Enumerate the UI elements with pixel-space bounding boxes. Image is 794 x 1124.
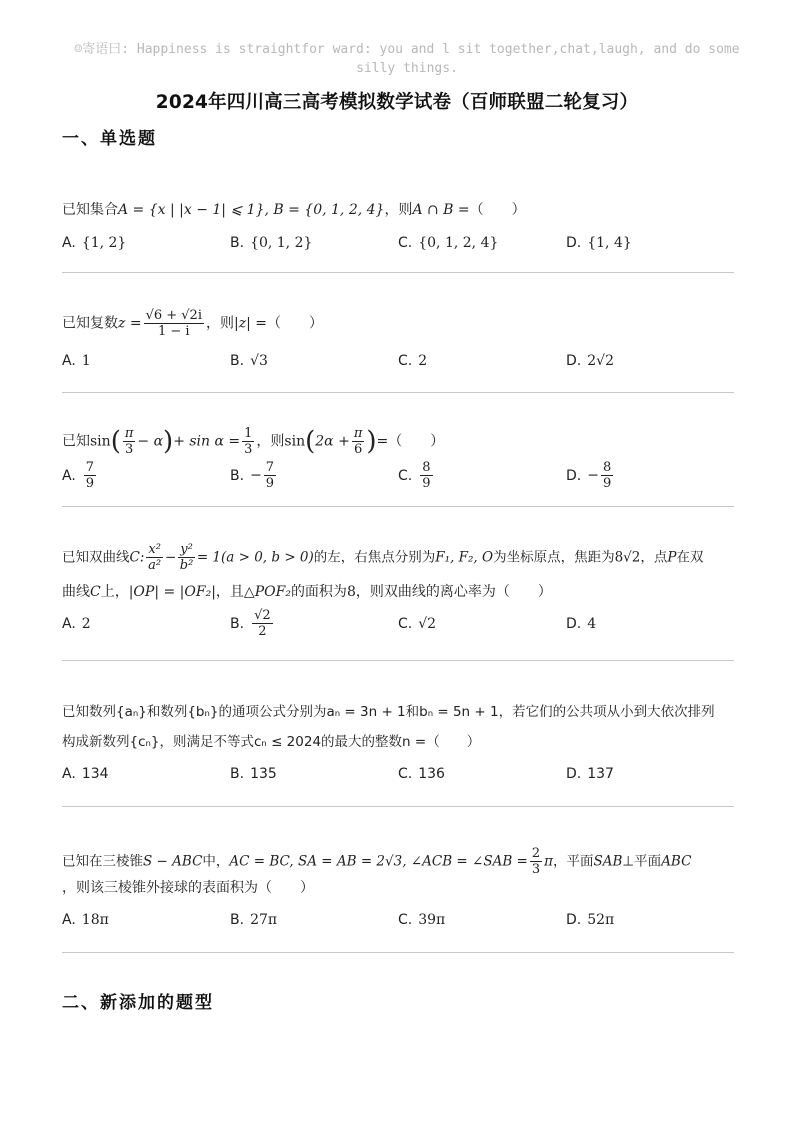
denominator: 9 <box>265 476 275 491</box>
denominator: 3 <box>531 862 541 877</box>
q3-eq: = <box>376 433 389 450</box>
option-c[interactable] <box>398 614 436 634</box>
option-label: B. <box>230 235 245 251</box>
option-label: A. <box>62 912 76 928</box>
numerator: 7 <box>265 460 275 475</box>
denominator: 6 <box>353 442 363 457</box>
option-b[interactable] <box>230 351 268 371</box>
q3-frac-pi-6 <box>352 426 365 457</box>
option-value: 2 <box>418 353 428 369</box>
question-5-stem-line2: 构成新数列{cₙ}，则满足不等式cₙ ≤ 2024的最大的整数n =（ ） <box>62 734 481 750</box>
numerator: 1 <box>244 426 253 441</box>
option-label: C. <box>398 235 413 251</box>
q2-z: z = <box>118 315 142 332</box>
option-value: 134 <box>81 766 109 782</box>
denominator: 9 <box>602 476 612 491</box>
q2-math2: |z| = <box>234 315 267 332</box>
q4-l2-text4: 的面积为 <box>290 584 347 600</box>
denominator: a² <box>148 558 162 573</box>
option-d[interactable] <box>566 351 614 371</box>
q2-numerator: √6 + √2i <box>145 308 202 323</box>
option-c[interactable] <box>398 460 435 491</box>
q2-paren: （ ） <box>267 315 323 332</box>
denominator: 2 <box>258 624 267 639</box>
option-label: C. <box>398 467 413 484</box>
denominator: 3 <box>244 442 253 457</box>
q2-denominator: 1 − i <box>157 324 190 339</box>
option-value: 135 <box>250 766 277 782</box>
numerator: √2 <box>254 608 271 623</box>
q4-l2-math3: 8 <box>346 584 356 600</box>
question-4-stem-line2 <box>62 582 552 602</box>
option-label: B. <box>230 467 245 484</box>
option-label: C. <box>398 912 413 928</box>
q3-frac-pi-3 <box>123 426 136 457</box>
option-value: √3 <box>250 353 268 369</box>
option-value: 136 <box>418 766 445 782</box>
q4-l2-text3: ，且△ <box>215 584 255 600</box>
divider <box>62 952 734 953</box>
q1-paren: （ ） <box>469 202 526 218</box>
q1-text: 已知集合 <box>62 202 118 218</box>
option-label: A. <box>62 235 76 251</box>
q4-l2-text2: 上， <box>100 584 129 600</box>
option-value: {0, 1, 2, 4} <box>418 235 499 251</box>
q3-text: 已知 <box>62 433 90 450</box>
numerator: π <box>124 426 134 441</box>
option-b[interactable] <box>230 910 277 930</box>
option-value: 2 <box>81 616 91 632</box>
option-a[interactable] <box>62 233 126 253</box>
q6-pi: π <box>544 853 553 870</box>
option-label: C. <box>398 353 413 369</box>
q6-fraction <box>530 846 542 877</box>
q6-math2: AC = BC, SA = AB = 2√3, ∠ACB = ∠SAB = <box>229 853 528 870</box>
option-a[interactable] <box>62 351 91 371</box>
option-label: A. <box>62 353 76 369</box>
option-label: C. <box>398 616 413 632</box>
q1-math: A = {x | |x − 1| ⩽ 1}, B = {0, 1, 2, 4} <box>118 202 385 218</box>
question-6-stem-line2: ，则该三棱锥外接球的表面积为（ ） <box>62 880 314 896</box>
option-value: 2√2 <box>587 353 614 369</box>
option-d[interactable] <box>566 910 614 930</box>
option-c[interactable] <box>398 910 445 930</box>
page-title: 2024年四川高三高考模拟数学试卷（百师联盟二轮复习） <box>155 92 639 113</box>
q3-two-alpha: 2α + <box>315 433 350 450</box>
option-d[interactable] <box>566 764 614 784</box>
option-fraction <box>264 460 276 491</box>
divider <box>62 506 734 507</box>
option-d[interactable] <box>566 614 596 634</box>
q4-l2-c: C <box>90 584 101 600</box>
option-fraction <box>601 460 613 491</box>
q4-l2-math: |OP| = |OF₂| <box>128 584 216 600</box>
option-label: D. <box>566 766 582 782</box>
q6-text: 已知在三棱锥 <box>62 853 143 870</box>
option-label: B. <box>230 912 245 928</box>
option-fraction <box>252 608 273 639</box>
option-value: {1, 4} <box>587 235 632 251</box>
q4-cond: = 1(a > 0, b > 0) <box>196 549 314 566</box>
option-c[interactable] <box>398 233 498 253</box>
option-value: 27π <box>250 912 278 928</box>
option-label: D. <box>566 235 582 251</box>
q4-c: C: <box>129 549 145 566</box>
option-d[interactable] <box>566 233 632 253</box>
q4-foci: F₁, F₂, O <box>435 549 494 566</box>
section-single-choice: 一、单选题 <box>62 129 157 149</box>
option-a[interactable] <box>62 910 109 930</box>
motto-header: ☺寄语曰: Happiness is straightfor ward: you and l sit together,chat,laugh, and do some silly things. <box>74 42 740 76</box>
q4-p: P <box>667 549 677 566</box>
q4-l2-math2: POF₂ <box>254 584 291 600</box>
q4-text4: ，点 <box>640 549 668 566</box>
option-value: √2 <box>418 616 437 632</box>
q1-text2: ，则 <box>384 202 413 218</box>
option-label: D. <box>566 912 582 928</box>
divider <box>62 272 734 273</box>
option-value: 1 <box>81 353 91 369</box>
option-value: 18π <box>81 912 109 928</box>
q2-text2: ，则 <box>206 315 234 332</box>
q4-focal: 8√2 <box>614 549 641 566</box>
option-a[interactable] <box>62 614 91 634</box>
numerator: 7 <box>85 460 95 475</box>
q4-frac-x <box>146 542 163 573</box>
q3-paren: （ ） <box>388 433 445 450</box>
numerator: x² <box>148 542 161 557</box>
option-fraction <box>84 460 96 491</box>
q4-l2-text5: ，则双曲线的离心率为（ ） <box>355 584 552 600</box>
option-b[interactable] <box>230 608 275 639</box>
question-1-stem <box>62 200 526 220</box>
denominator: 3 <box>124 442 134 457</box>
numerator: π <box>353 426 363 441</box>
q4-text5: 在双 <box>676 549 704 566</box>
q1-math2: A ∩ B = <box>412 202 470 218</box>
q6-text4: ⊥平面 <box>622 853 662 870</box>
option-label: A. <box>62 467 76 484</box>
question-2-stem <box>62 308 323 339</box>
option-value: {1, 2} <box>81 235 127 251</box>
option-value: 39π <box>418 912 446 928</box>
question-3-stem: 已知sin( $\frac{\pi}{3}$ − α)+ sin α = $\frac{1}{3}$ ，则sin(2α + $\frac{\pi}{6}$ )=（ ） <box>62 426 445 457</box>
option-c[interactable] <box>398 351 427 371</box>
option-b[interactable] <box>230 233 312 253</box>
option-label: B. <box>230 766 245 782</box>
denominator: 9 <box>422 476 431 491</box>
option-a[interactable] <box>62 764 109 784</box>
option-label: B. <box>230 615 245 632</box>
option-b[interactable] <box>230 460 278 491</box>
option-value: 52π <box>587 912 615 928</box>
q3-sin2: sin <box>284 433 306 450</box>
option-label: D. <box>566 467 582 484</box>
denominator: 9 <box>85 476 95 491</box>
numerator: 8 <box>602 460 612 475</box>
q2-fraction <box>144 308 204 339</box>
option-sign: − <box>250 467 262 484</box>
option-label: C. <box>398 766 413 782</box>
q4-text: 已知双曲线 <box>62 549 130 566</box>
numerator: y² <box>180 542 193 557</box>
option-label: A. <box>62 616 76 632</box>
option-a[interactable] <box>62 460 98 491</box>
q6-math: S − ABC <box>143 853 203 870</box>
section-new-question-type: 二、新添加的题型 <box>62 993 214 1013</box>
q4-text3: 为坐标原点，焦距为 <box>493 549 615 566</box>
option-c[interactable] <box>398 764 445 784</box>
option-label: B. <box>230 353 245 369</box>
q3-sin: sin <box>90 433 111 450</box>
divider <box>62 392 734 393</box>
option-d[interactable] <box>566 460 615 491</box>
q4-text2: 的左，右焦点分别为 <box>313 549 436 566</box>
option-sign: − <box>587 467 599 484</box>
option-label: A. <box>62 766 76 782</box>
denominator: b² <box>179 558 194 573</box>
option-value: 137 <box>587 766 614 782</box>
divider <box>62 660 734 661</box>
question-5-stem-line1: 已知数列{aₙ}和数列{bₙ}的通项公式分别为aₙ = 3n + 1和bₙ = 5n + 1，若它们的公共项从小到大依次排列 <box>62 704 715 720</box>
q4-l2-text: 曲线 <box>62 584 90 600</box>
option-fraction <box>420 460 432 491</box>
q6-abc: ABC <box>661 853 692 870</box>
q6-text3: ，平面 <box>553 853 594 870</box>
option-label: D. <box>566 353 582 369</box>
q3-plus-sin: + sin α = <box>173 433 241 450</box>
question-4-stem-line1: 已知双曲线C: $\frac{\text{x²}}{\text{a²}}$ − $\frac{\text{y²}}{\text{b²}}$ = 1(a > 0, b > 0)的左，右焦点分别为F₁, F₂, O为坐标原点，焦距为8√2，点P在双 <box>62 542 704 573</box>
option-value: {0, 1, 2} <box>250 235 313 251</box>
q4-frac-y <box>178 542 195 573</box>
divider <box>62 806 734 807</box>
q3-frac-1-3 <box>242 426 254 457</box>
option-value: 4 <box>587 616 597 632</box>
question-6-stem-line1 <box>62 846 691 877</box>
q6-sab: SAB <box>593 853 623 870</box>
numerator: 8 <box>422 460 431 475</box>
q3-text2: ，则 <box>256 433 285 450</box>
q3-minus-alpha: − α <box>137 433 164 450</box>
option-b[interactable] <box>230 764 277 784</box>
option-label: D. <box>566 616 582 632</box>
q2-text: 已知复数 <box>62 315 118 332</box>
numerator: 2 <box>531 846 541 861</box>
q6-text2: 中， <box>202 853 230 870</box>
